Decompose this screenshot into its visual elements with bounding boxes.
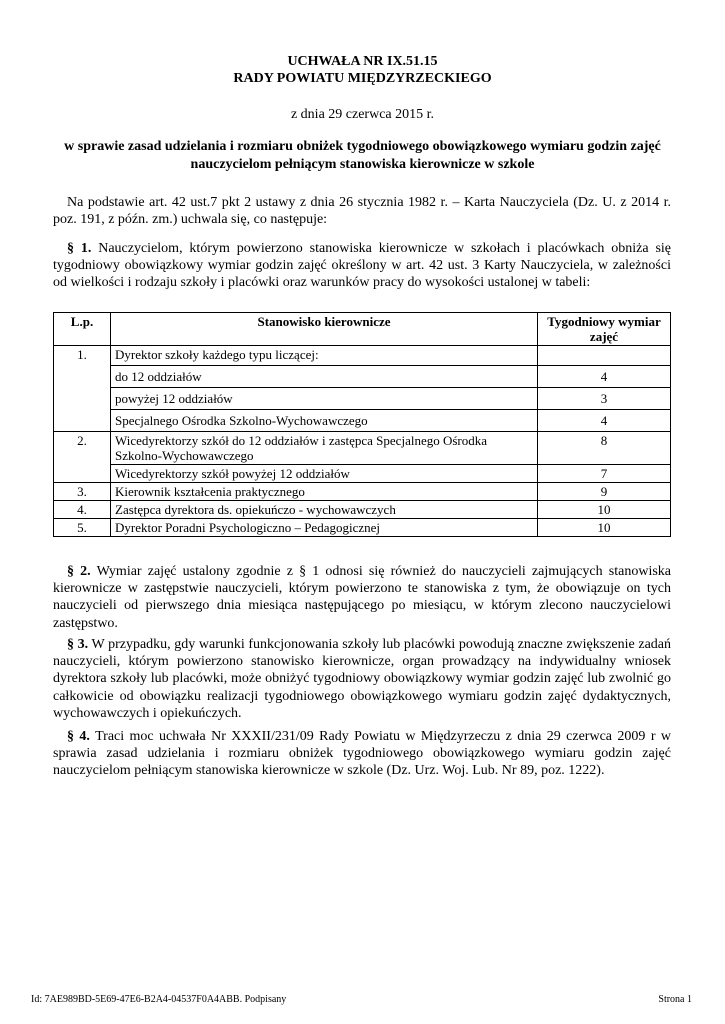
cell-lp: 4. <box>54 501 111 519</box>
table-row <box>54 346 671 366</box>
cell-position: do 12 oddziałów <box>111 366 538 388</box>
title-line-2: RADY POWIATU MIĘDZYRZECKIEGO <box>233 71 492 86</box>
header-hours: Tygodniowy wymiar zajęć <box>538 313 671 346</box>
table-row <box>54 432 671 465</box>
table-header-row <box>54 313 671 346</box>
cell-hours: 10 <box>538 501 671 519</box>
table-row <box>54 501 671 519</box>
footer-id: Id: 7AE989BD-5E69-47E6-B2A4-04537F0A4ABB. Podpisany <box>31 994 287 1005</box>
section-2 <box>53 563 671 632</box>
cell-lp: 5. <box>54 519 111 537</box>
section-3 <box>53 636 671 722</box>
header-position: Stanowisko kierownicze <box>111 313 538 346</box>
footer-page-number: Strona 1 <box>658 994 692 1005</box>
table-row <box>54 483 671 501</box>
cell-position: Specjalnego Ośrodka Szkolno-Wychowawczego <box>111 410 538 432</box>
cell-hours: 9 <box>538 483 671 501</box>
positions-table <box>53 312 671 537</box>
cell-hours: 4 <box>538 410 671 432</box>
title-line-1: UCHWAŁA NR IX.51.15 <box>287 54 438 69</box>
table-row <box>54 366 671 388</box>
section-4-text: Traci moc uchwała Nr XXXII/231/09 Rady Powiatu w Międzyrzeczu z dnia 29 czerwca 2009 r w sprawia zasad udzielania i rozmiaru obniżek tygodniowego obowiązkowego wymiaru godzin zajęć nauczycielom pełniącym stanowiska kierownicze w szkole (Dz. Urz. Woj. Lub. Nr 89, poz. 1222). <box>53 729 672 779</box>
document-title <box>0 53 725 87</box>
document-date: z dnia 29 czerwca 2015 r. <box>290 107 435 122</box>
cell-position: Kierownik kształcenia praktycznego <box>111 483 538 501</box>
section-2-label: § 2. <box>67 564 91 579</box>
cell-position: Wicedyrektorzy szkół do 12 oddziałów i zastępca Specjalnego Ośrodka Szkolno-Wychowawczego <box>111 432 538 465</box>
cell-position: Wicedyrektorzy szkół powyżej 12 oddziałów <box>111 465 538 483</box>
cell-hours <box>538 346 671 366</box>
section-3-text: W przypadku, gdy warunki funkcjonowania szkoły lub placówki powodują znaczne zwiększenie zadań nauczycieli, którym powierzono stanowisko kierownicze, organ prowadzący na indywidualny wniosek dyrektora szkoły lub placówki, może obniżyć tygodniowy obowiązkowy wymiar godzin zajęć lub zwolnić go całkowicie od obowiązku realizacji tygodniowego obowiązkowego wymiaru godzin zajęć dydaktycznych, wychowawczych i opiekuńczych. <box>53 637 672 721</box>
table-row <box>54 388 671 410</box>
cell-hours: 8 <box>538 432 671 465</box>
preamble-text: Na podstawie art. 42 ust.7 pkt 2 ustawy z dnia 26 stycznia 1982 r. – Karta Nauczyciela (Dz. U. z 2014 r. poz. 191, z późn. zm.) uchwala się, co następuje: <box>53 195 671 228</box>
table-row <box>54 519 671 537</box>
cell-lp: 1. <box>54 346 111 432</box>
section-1-label: § 1. <box>67 241 92 256</box>
table-row <box>54 410 671 432</box>
document-subject: w sprawie zasad udzielania i rozmiaru obniżek tygodniowego obowiązkowego wymiaru godzin zajęć nauczycielom pełniącym stanowiska kierownicze w szkole <box>64 139 661 172</box>
cell-hours: 7 <box>538 465 671 483</box>
preamble <box>53 194 671 228</box>
header-lp: L.p. <box>54 313 111 346</box>
section-2-text: Wymiar zajęć ustalony zgodnie z § 1 odnosi się również do nauczycieli zajmujących stanowiska kierownicze w zastępstwie nauczycieli, którym powierzono te stanowiska z tym, że obowiązuje on tych nauczycieli od pierwszego dnia miesiąca następującego po miesiącu, w którym zlecono nauczycielowi zastępstwo. <box>53 564 671 631</box>
section-1 <box>53 240 671 292</box>
section-3-label: § 3. <box>67 637 89 652</box>
cell-lp: 2. <box>54 432 111 483</box>
cell-lp: 3. <box>54 483 111 501</box>
section-4-label: § 4. <box>67 729 90 744</box>
cell-hours: 3 <box>538 388 671 410</box>
section-4 <box>53 728 671 780</box>
cell-position: Zastępca dyrektora ds. opiekuńczo - wychowawczych <box>111 501 538 519</box>
cell-position: Dyrektor Poradni Psychologiczno – Pedagogicznej <box>111 519 538 537</box>
cell-hours: 4 <box>538 366 671 388</box>
section-1-text: Nauczycielom, którym powierzono stanowiska kierownicze w szkołach i placówkach obniża się tygodniowy obowiązkowy wymiar godzin zajęć określony w art. 42 ust. 3 Karty Nauczyciela, w zależności od wielkości i rodzaju szkoły i placówki oraz warunków pracy do wysokości ustalonej w tabeli: <box>53 241 671 291</box>
cell-position: powyżej 12 oddziałów <box>111 388 538 410</box>
cell-hours: 10 <box>538 519 671 537</box>
table-row <box>54 465 671 483</box>
cell-position: Dyrektor szkoły każdego typu liczącej: <box>111 346 538 366</box>
